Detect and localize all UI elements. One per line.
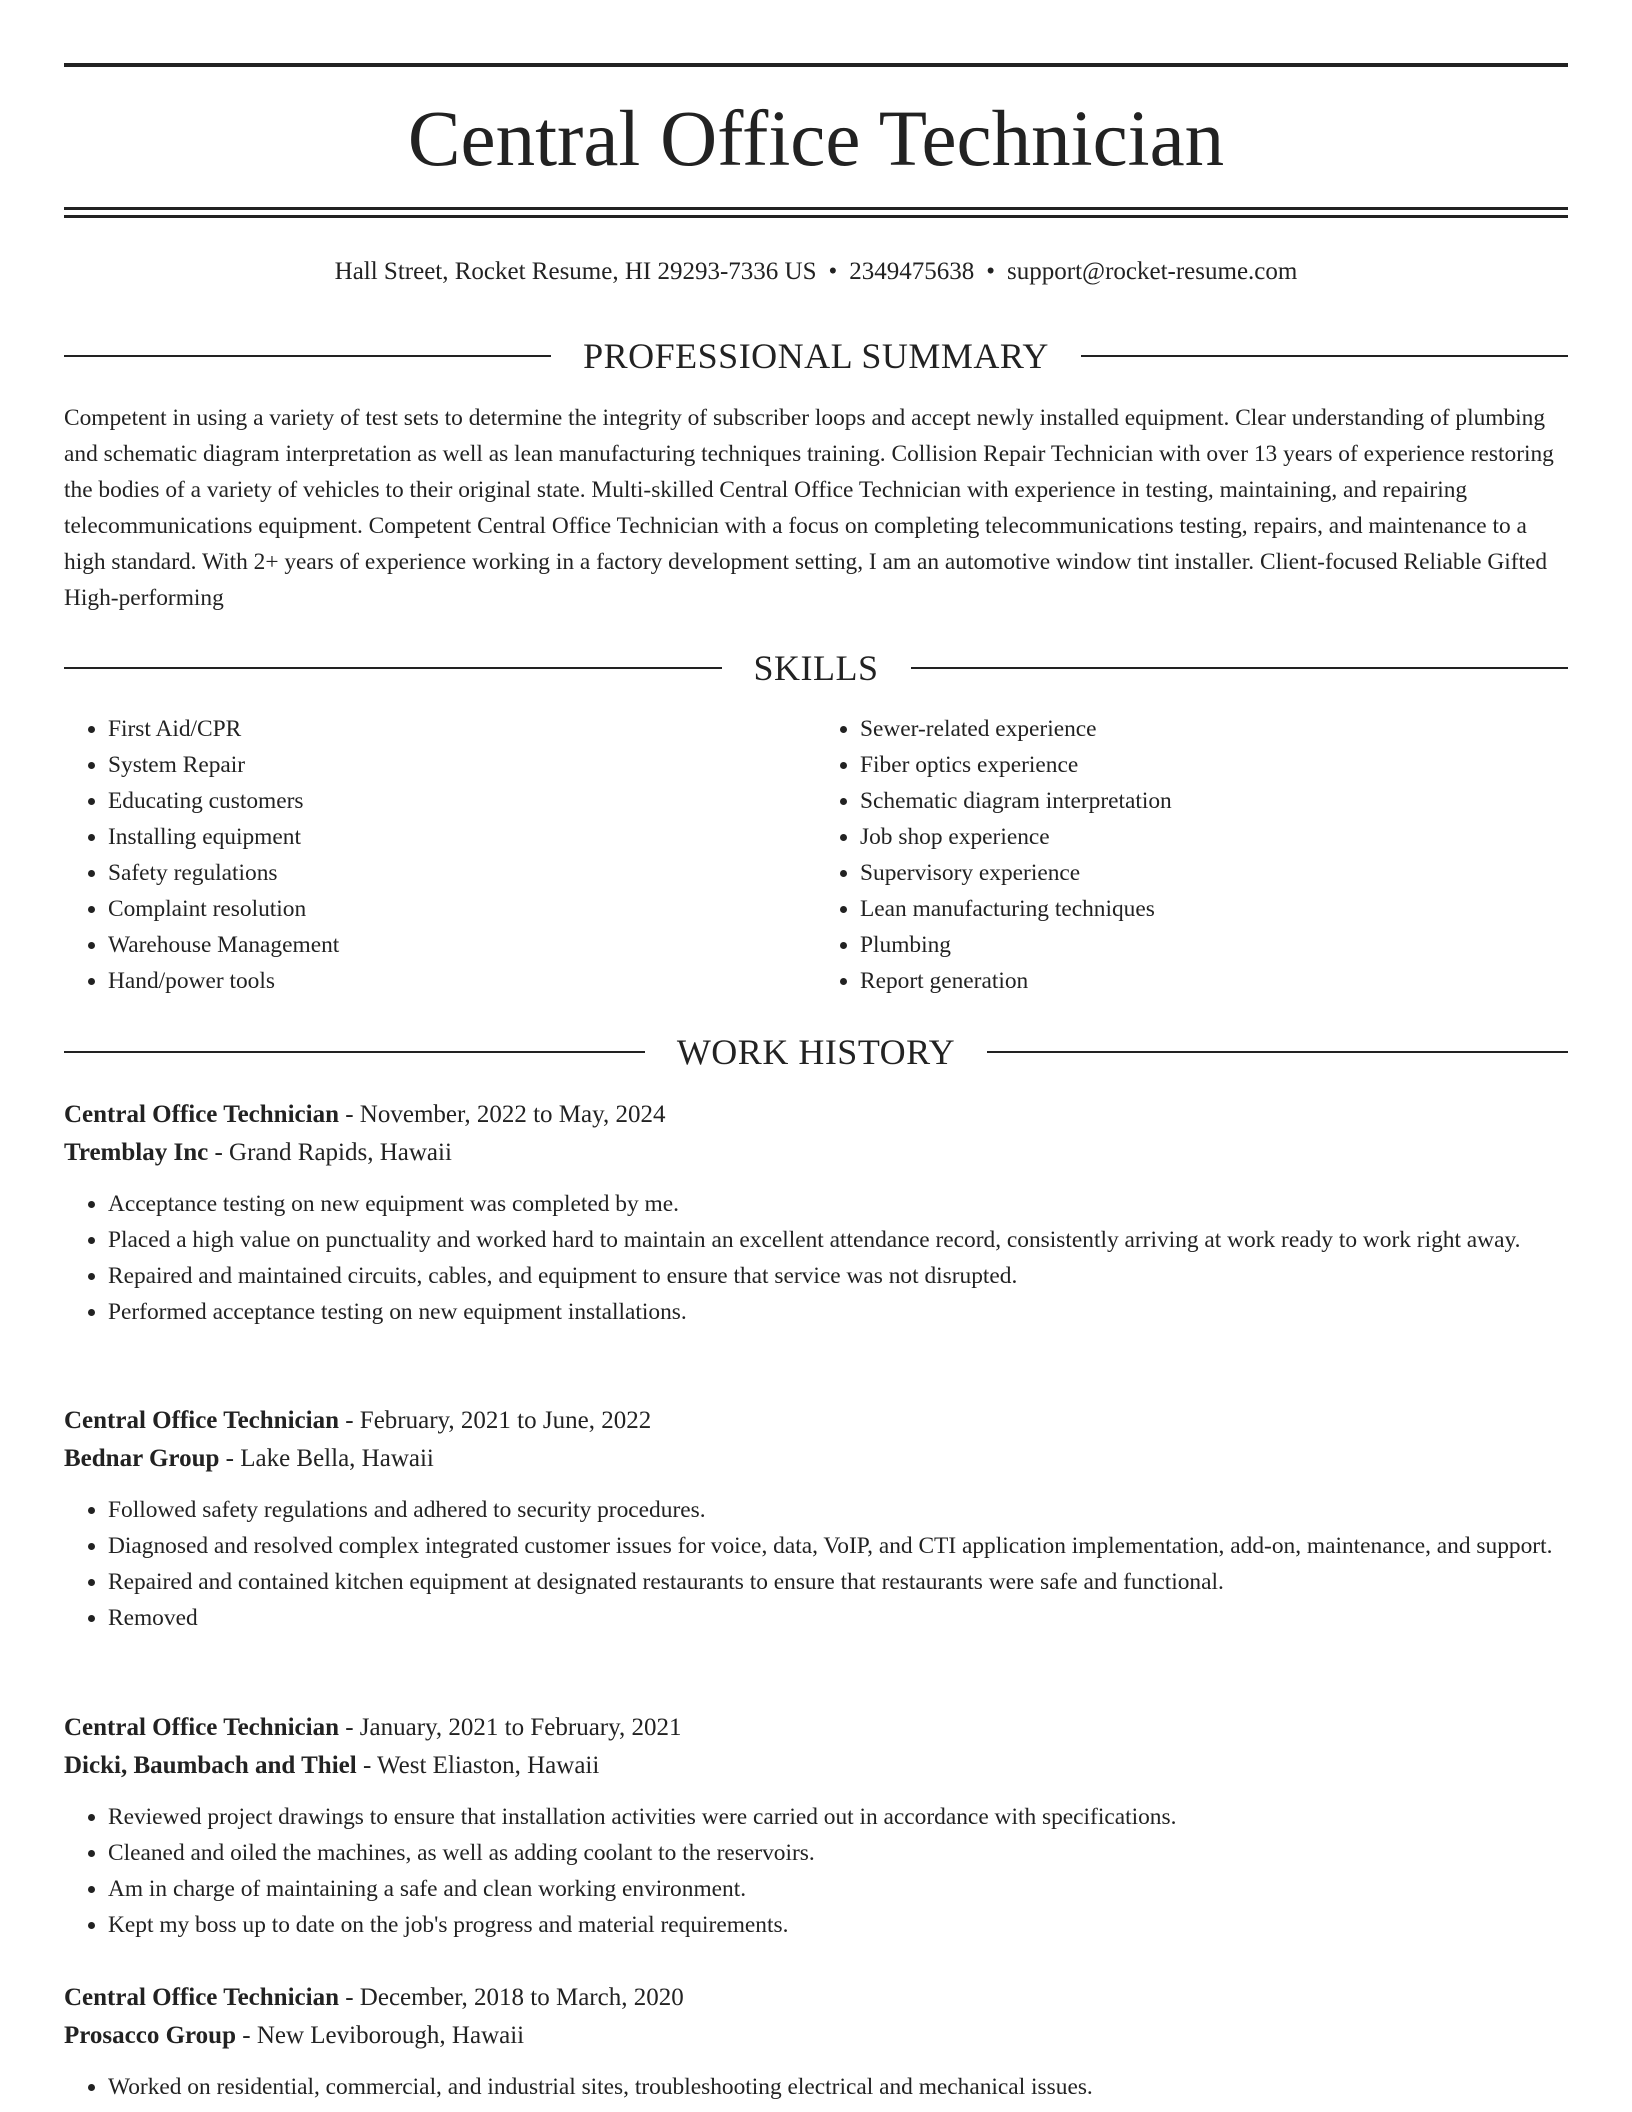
skill-item: • Plumbing bbox=[860, 927, 1568, 963]
contact-phone: 2349475638 bbox=[849, 258, 975, 285]
job-title-line bbox=[64, 1709, 1568, 1747]
job-bullet: • Am in charge of maintaining a safe and clean working environment. bbox=[108, 1871, 1568, 1907]
job-dates: - November, 2022 to May, 2024 bbox=[338, 1101, 666, 1128]
job-dates: - February, 2021 to June, 2022 bbox=[338, 1407, 652, 1434]
section-header-skills bbox=[64, 646, 1568, 690]
job-company: Prosacco Group bbox=[64, 2022, 236, 2049]
job-company: Dicki, Baumbach and Thiel bbox=[64, 1752, 357, 1779]
skill-item: • Supervisory experience bbox=[860, 855, 1568, 891]
top-rule bbox=[64, 63, 1568, 67]
job-bullet: • Performed acceptance testing on new equipment installations. bbox=[108, 1294, 1568, 1330]
skill-item: • System Repair bbox=[108, 747, 816, 783]
job-company-line bbox=[64, 1134, 1568, 1172]
job-bullet: • Cleaned and oiled the machines, as well as adding coolant to the reservoirs. bbox=[108, 1835, 1568, 1871]
contact-separator: • bbox=[986, 258, 996, 285]
job-bullet: • Kept my boss up to date on the job's progress and material requirements. bbox=[108, 1907, 1568, 1943]
skills-column-left bbox=[64, 711, 816, 999]
job-title: Central Office Technician bbox=[64, 1407, 339, 1434]
job-title-line bbox=[64, 1402, 1568, 1440]
skill-item: • Schematic diagram interpretation bbox=[860, 783, 1568, 819]
job-bullet: • Acceptance testing on new equipment was completed by me. bbox=[108, 1186, 1568, 1222]
resume-title: Central Office Technician bbox=[407, 96, 1225, 183]
section-header-summary bbox=[64, 334, 1568, 378]
job-company: Tremblay Inc bbox=[64, 1139, 209, 1166]
job-location: - New Leviborough, Hawaii bbox=[236, 2022, 525, 2049]
summary-text: Competent in using a variety of test sets to determine the integrity of subscriber loops and accept newly installed equipment. Clear understanding of plumbing and schematic diagram interpretation as well as lean manufacturing techniques training. Collision Repair Technician with over 13 years of experience restoring the bodies of a variety of vehicles to their original state. Multi-skilled Central Office Technician with experience in testing, maintaining, and repairing telecommunications equipment. Competent Central Office Technician with a focus on completing telecommunications testing, repairs, and maintenance to a high standard. With 2+ years of experience working in a factory development setting, I am an automotive window tint installer. Client-focused Reliable Gifted High-performing bbox=[64, 405, 1554, 611]
job-entry bbox=[64, 1096, 1568, 1330]
section-title-skills: SKILLS bbox=[753, 648, 879, 688]
skill-item: • Installing equipment bbox=[108, 819, 816, 855]
contact-email: support@rocket-resume.com bbox=[1007, 258, 1298, 285]
skill-item: • Educating customers bbox=[108, 783, 816, 819]
skill-item: • Safety regulations bbox=[108, 855, 816, 891]
job-bullet: • Worked on residential, commercial, and industrial sites, troubleshooting electrical and mechanical issues. bbox=[108, 2069, 1568, 2105]
job-entry bbox=[64, 1402, 1568, 1636]
section-rule bbox=[1081, 355, 1568, 357]
skills-column-right bbox=[816, 711, 1568, 999]
job-bullet: • Diagnosed and resolved complex integrated customer issues for voice, data, VoIP, and CTI application implementation, add-on, maintenance, and support. bbox=[108, 1528, 1568, 1564]
job-bullets bbox=[64, 1799, 1568, 1943]
job-entry bbox=[64, 1709, 1568, 1943]
skill-item: • Lean manufacturing techniques bbox=[860, 891, 1568, 927]
job-title: Central Office Technician bbox=[64, 1714, 339, 1741]
double-rule bbox=[64, 207, 1568, 218]
job-company-line bbox=[64, 1440, 1568, 1478]
skill-item: • Job shop experience bbox=[860, 819, 1568, 855]
section-title-summary: PROFESSIONAL SUMMARY bbox=[583, 336, 1049, 376]
section-rule bbox=[64, 355, 551, 357]
skill-item: • Fiber optics experience bbox=[860, 747, 1568, 783]
job-bullets bbox=[64, 1492, 1568, 1636]
contact-separator: • bbox=[828, 258, 838, 285]
skill-item: • Sewer-related experience bbox=[860, 711, 1568, 747]
skill-item: • Complaint resolution bbox=[108, 891, 816, 927]
job-bullet: • Removed bbox=[108, 1600, 1568, 1636]
job-bullet: • Placed a high value on punctuality and worked hard to maintain an excellent attendance record, consistently arriving at work ready to work right away. bbox=[108, 1222, 1568, 1258]
job-location: - West Eliaston, Hawaii bbox=[356, 1752, 600, 1779]
job-title: Central Office Technician bbox=[64, 1101, 339, 1128]
job-company-line bbox=[64, 2017, 1568, 2055]
skills-list bbox=[64, 711, 1568, 999]
job-bullet: • Repaired and maintained circuits, cables, and equipment to ensure that service was not disrupted. bbox=[108, 1258, 1568, 1294]
skill-item: • Report generation bbox=[860, 963, 1568, 999]
contact-line bbox=[64, 254, 1568, 290]
section-title-work: WORK HISTORY bbox=[676, 1032, 956, 1072]
section-rule bbox=[64, 667, 722, 669]
job-location: - Lake Bella, Hawaii bbox=[219, 1445, 434, 1472]
job-company-line bbox=[64, 1747, 1568, 1785]
skill-item: • Warehouse Management bbox=[108, 927, 816, 963]
job-company: Bednar Group bbox=[64, 1445, 220, 1472]
job-title: Central Office Technician bbox=[64, 1984, 339, 2011]
job-bullet: • Reviewed project drawings to ensure that installation activities were carried out in accordance with specifications. bbox=[108, 1799, 1568, 1835]
section-rule bbox=[987, 1051, 1568, 1053]
job-entry bbox=[64, 1979, 1568, 2105]
section-header-work bbox=[64, 1030, 1568, 1074]
job-title-line bbox=[64, 1096, 1568, 1134]
contact-address: Hall Street, Rocket Resume, HI 29293-7336 US bbox=[334, 258, 817, 285]
job-bullets bbox=[64, 2069, 1568, 2105]
job-dates: - January, 2021 to February, 2021 bbox=[338, 1714, 682, 1741]
job-bullet: • Followed safety regulations and adhered to security procedures. bbox=[108, 1492, 1568, 1528]
skill-item: • First Aid/CPR bbox=[108, 711, 816, 747]
section-rule bbox=[911, 667, 1569, 669]
section-rule bbox=[64, 1051, 645, 1053]
job-bullet: • Repaired and contained kitchen equipment at designated restaurants to ensure that restaurants were safe and functional. bbox=[108, 1564, 1568, 1600]
job-title-line bbox=[64, 1979, 1568, 2017]
skill-item: • Hand/power tools bbox=[108, 963, 816, 999]
job-location: - Grand Rapids, Hawaii bbox=[208, 1139, 452, 1166]
job-bullets bbox=[64, 1186, 1568, 1330]
job-dates: - December, 2018 to March, 2020 bbox=[338, 1984, 684, 2011]
